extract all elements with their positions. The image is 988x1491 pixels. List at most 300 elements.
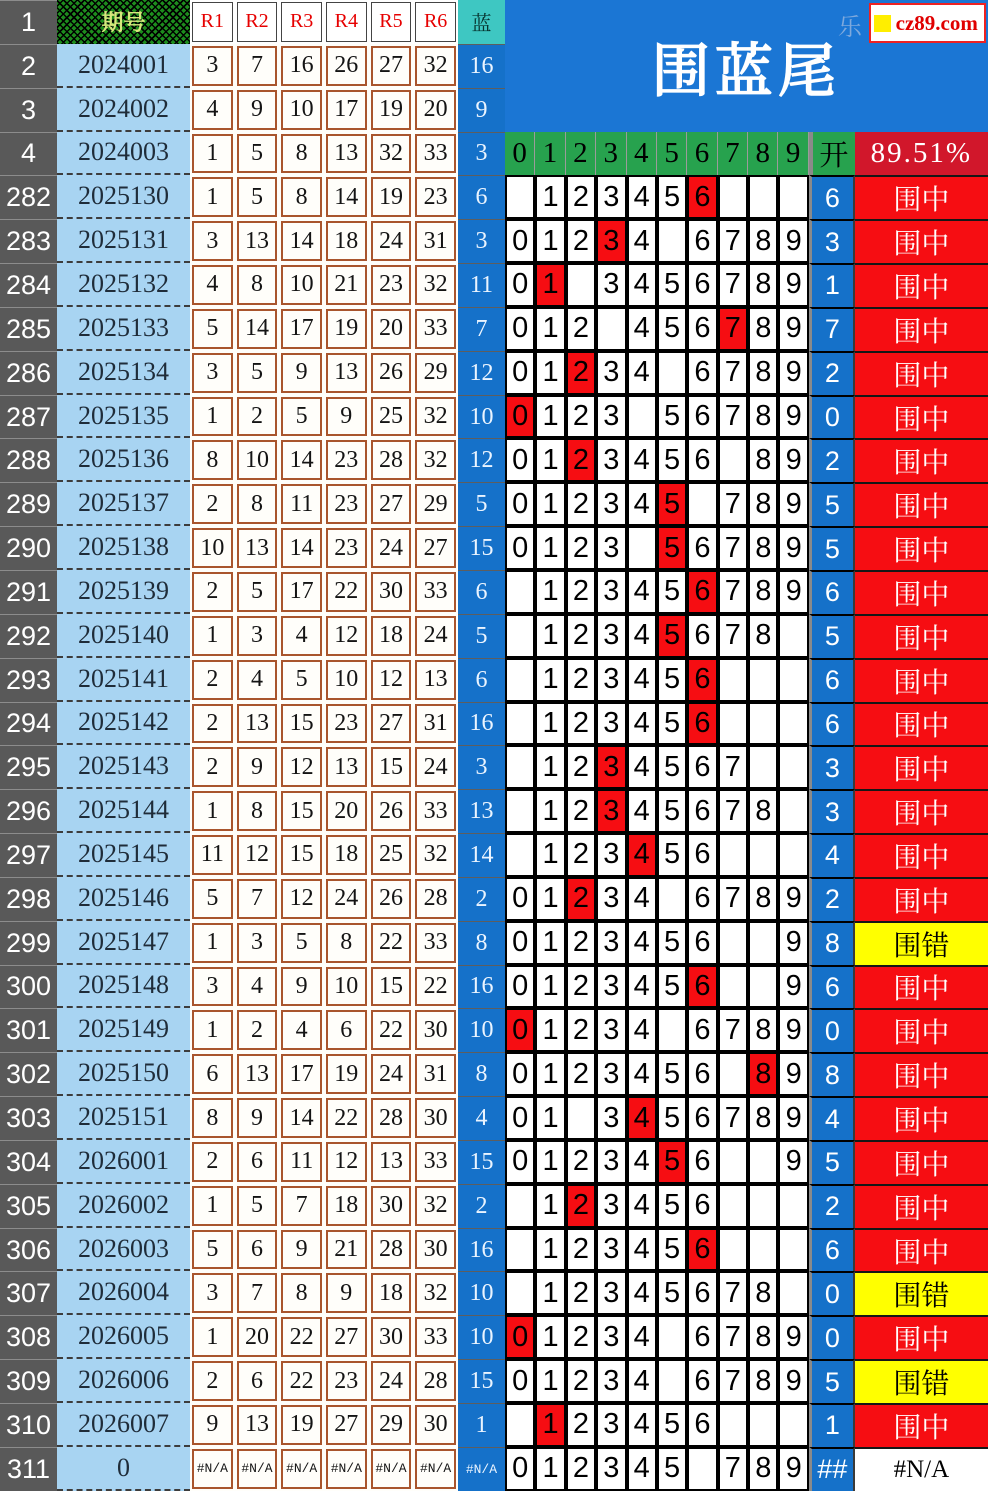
red-ball-cell: 10 [235, 438, 280, 482]
red-ball-cell: 7 [235, 44, 280, 88]
digit-cell: 8 [748, 1359, 778, 1403]
digit-cell: 7 [718, 570, 748, 614]
digit-cell: 1 [535, 1140, 565, 1184]
red-ball-cell: 26 [369, 789, 414, 833]
blue-column-header: 蓝 [458, 0, 505, 44]
blue-ball-cell: 6 [458, 570, 505, 614]
red-ball-cell: 1 [190, 921, 235, 965]
red-ball-cell: 18 [324, 219, 369, 263]
lottery-banner [505, 0, 988, 132]
digit-cell: 6 [687, 1052, 717, 1096]
digit-cell: 4 [627, 1315, 657, 1359]
red-ball-cell: 27 [369, 44, 414, 88]
red-ball-cell: 26 [324, 44, 369, 88]
blue-ball-cell: 15 [458, 1359, 505, 1403]
digit-cell-blank [505, 175, 535, 219]
digit-cell: 9 [778, 1008, 808, 1052]
red-ball-cell: 5 [279, 921, 324, 965]
red-ball-cell: 10 [190, 526, 235, 570]
digit-cell: 0 [505, 526, 535, 570]
digit-cell-blank [505, 833, 535, 877]
digit-cell: 3 [596, 702, 626, 746]
blue-ball-cell: 1 [458, 1403, 505, 1447]
digit-cell: 2 [566, 789, 596, 833]
digit-cell: 6 [687, 526, 717, 570]
digit-cell-hit: 5 [657, 526, 687, 570]
digit-cell: 0 [505, 877, 535, 921]
red-ball-cell: 23 [324, 482, 369, 526]
red-ball-cell: 31 [413, 702, 458, 746]
digit-cell: 9 [778, 307, 808, 351]
blue-ball-cell: 12 [458, 438, 505, 482]
tail-digit-cell: 7 [809, 307, 855, 351]
digit-cell: 2 [566, 219, 596, 263]
red-ball-cell: 33 [413, 921, 458, 965]
open-column-header: 开 [809, 132, 855, 176]
tail-digit-cell: 8 [809, 1052, 855, 1096]
red-ball-cell: 6 [324, 1008, 369, 1052]
result-cell: 围中 [855, 1140, 988, 1184]
digit-cell: 8 [748, 438, 778, 482]
digit-cell-blank [778, 702, 808, 746]
red-ball-cell: 1 [190, 132, 235, 176]
row-number-cell: 294 [0, 702, 57, 746]
digit-cell: 1 [535, 1052, 565, 1096]
digit-cell: 7 [718, 263, 748, 307]
red-ball-cell: 20 [324, 789, 369, 833]
digit-cell: 5 [657, 1184, 687, 1228]
red-ball-cell: 20 [235, 1315, 280, 1359]
red-ball-cell: 32 [369, 132, 414, 176]
digit-cell: 4 [627, 789, 657, 833]
digit-cell: 8 [748, 1315, 778, 1359]
tail-digit-cell: 2 [809, 877, 855, 921]
red-ball-cell: 9 [190, 1403, 235, 1447]
period-cell: 2025147 [57, 921, 190, 965]
red-ball-cell: 7 [235, 877, 280, 921]
digit-cell: 5 [657, 570, 687, 614]
tail-digit-cell: 8 [809, 921, 855, 965]
red-ball-cell: 2 [190, 745, 235, 789]
digit-cell: 2 [566, 833, 596, 877]
blue-ball-cell: 10 [458, 1315, 505, 1359]
result-cell: 围中 [855, 1315, 988, 1359]
digit-cell: 4 [627, 702, 657, 746]
digit-cell-blank [748, 1228, 778, 1272]
digit-cell: 1 [535, 570, 565, 614]
digit-cell-hit: 0 [505, 1008, 535, 1052]
digit-cell: 5 [657, 438, 687, 482]
red-ball-cell: 31 [413, 1052, 458, 1096]
digit-cell: 4 [627, 1447, 657, 1491]
result-cell: 围中 [855, 438, 988, 482]
digit-cell-hit: 2 [566, 438, 596, 482]
digit-cell: 2 [566, 1447, 596, 1491]
digit-cell-hit: 1 [535, 263, 565, 307]
red-ball-cell: 2 [190, 658, 235, 702]
digit-cell-hit: 1 [535, 1403, 565, 1447]
red-ball-cell: 5 [235, 570, 280, 614]
red-ball-cell: 9 [324, 1271, 369, 1315]
digit-cell: 2 [566, 921, 596, 965]
digit-cell: 9 [778, 1096, 808, 1140]
tail-digit-cell: 1 [809, 263, 855, 307]
digit-cell-blank [748, 833, 778, 877]
blue-ball-cell: 16 [458, 702, 505, 746]
digit-cell: 9 [778, 965, 808, 1009]
red-ball-cell: 8 [190, 438, 235, 482]
digit-cell: 6 [687, 1096, 717, 1140]
red-ball-cell: 11 [279, 482, 324, 526]
digit-cell-hit: 6 [687, 965, 717, 1009]
tail-digit-cell: 3 [809, 745, 855, 789]
red-ball-cell: 13 [235, 526, 280, 570]
blue-ball-cell: 3 [458, 219, 505, 263]
red-ball-cell: 5 [190, 1228, 235, 1272]
result-cell: 围中 [855, 1096, 988, 1140]
digit-cell-blank [657, 351, 687, 395]
period-cell: 2025132 [57, 263, 190, 307]
digit-cell-blank [627, 395, 657, 439]
digit-cell: 1 [535, 351, 565, 395]
digit-cell: 0 [505, 351, 535, 395]
digit-cell: 7 [718, 219, 748, 263]
digit-cell: 5 [657, 833, 687, 877]
red-ball-cell: 29 [413, 482, 458, 526]
digit-cell-blank [718, 1184, 748, 1228]
red-ball-cell: 13 [235, 1403, 280, 1447]
red-ball-cell: 28 [413, 877, 458, 921]
logo-square-icon [874, 15, 891, 32]
red-ball-cell: 24 [369, 1052, 414, 1096]
digit-cell: 1 [535, 833, 565, 877]
red-ball-cell: 12 [324, 1140, 369, 1184]
red-ball-cell: 33 [413, 132, 458, 176]
digit-cell: 0 [505, 307, 535, 351]
digit-cell: 6 [687, 1315, 717, 1359]
red-ball-cell: 19 [324, 1052, 369, 1096]
logo-prefix-glyph: 乐 [837, 14, 862, 41]
red-ball-cell: 27 [324, 1403, 369, 1447]
digit-cell: 1 [535, 1008, 565, 1052]
row-number-cell: 295 [0, 745, 57, 789]
red-ball-cell: 9 [279, 965, 324, 1009]
red-ball-cell: 18 [369, 1271, 414, 1315]
digit-cell: 3 [596, 526, 626, 570]
row-number-cell: 302 [0, 1052, 57, 1096]
red-ball-cell: 23 [413, 175, 458, 219]
red-ball-cell: 17 [279, 570, 324, 614]
digit-cell: 9 [778, 1315, 808, 1359]
digit-cell: 5 [657, 175, 687, 219]
result-cell: 围中 [855, 1184, 988, 1228]
result-cell: 围中 [855, 745, 988, 789]
blue-ball-cell: 5 [458, 614, 505, 658]
site-logo[interactable] [869, 3, 986, 43]
row-number-cell: 287 [0, 395, 57, 439]
digit-cell: 4 [627, 263, 657, 307]
result-cell: 围中 [855, 570, 988, 614]
red-ball-cell: 27 [324, 1315, 369, 1359]
digit-cell-hit: 6 [687, 175, 717, 219]
digit-cell: 8 [748, 1008, 778, 1052]
digit-cell: 6 [687, 1008, 717, 1052]
digit-cell: 5 [657, 965, 687, 1009]
red-ball-cell: 29 [413, 351, 458, 395]
digit-cell: 3 [596, 482, 626, 526]
digit-cell-blank [718, 1052, 748, 1096]
digit-cell: 4 [627, 1359, 657, 1403]
tail-digit-cell: 4 [809, 1096, 855, 1140]
digit-cell: 5 [657, 658, 687, 702]
digit-cell: 1 [535, 702, 565, 746]
digit-cell-blank [505, 1184, 535, 1228]
result-cell: 围错 [855, 1271, 988, 1315]
red-ball-cell: 24 [369, 526, 414, 570]
red-ball-cell: 26 [369, 877, 414, 921]
result-cell: 围中 [855, 1228, 988, 1272]
red-ball-cell: 19 [324, 307, 369, 351]
result-cell: 围中 [855, 833, 988, 877]
banner-title: 围蓝尾 [651, 38, 841, 104]
red-ball-cell: 13 [235, 1052, 280, 1096]
red-ball-cell: 13 [324, 351, 369, 395]
digit-cell: 5 [657, 1403, 687, 1447]
digit-cell-blank [718, 1140, 748, 1184]
row-number-cell: 300 [0, 965, 57, 1009]
blue-ball-cell: 3 [458, 745, 505, 789]
digit-cell: 9 [778, 263, 808, 307]
digit-cell-blank [657, 1008, 687, 1052]
red-ball-cell: 4 [190, 263, 235, 307]
digit-cell-hit: 4 [627, 833, 657, 877]
digit-cell: 8 [748, 570, 778, 614]
red-ball-cell: 3 [235, 614, 280, 658]
digit-cell: 3 [596, 1359, 626, 1403]
digit-cell-blank [778, 789, 808, 833]
digit-cell: 9 [778, 570, 808, 614]
digit-cell: 5 [657, 1228, 687, 1272]
green-digit-cell-1: 1 [535, 132, 565, 176]
digit-cell: 2 [566, 1008, 596, 1052]
digit-cell-hit: 2 [566, 877, 596, 921]
digit-cell: 1 [535, 482, 565, 526]
digit-cell: 2 [566, 1359, 596, 1403]
tail-digit-cell: 6 [809, 658, 855, 702]
digit-cell-blank [505, 1228, 535, 1272]
blue-ball-cell: 4 [458, 1096, 505, 1140]
red-ball-cell: 1 [190, 1184, 235, 1228]
red-ball-cell: 18 [324, 833, 369, 877]
digit-cell: 5 [657, 921, 687, 965]
red-ball-cell: 24 [324, 877, 369, 921]
red-ball-cell: 5 [190, 307, 235, 351]
digit-cell-blank [505, 1403, 535, 1447]
tail-digit-cell: ## [809, 1447, 855, 1491]
red-ball-cell: 11 [279, 1140, 324, 1184]
red-ball-cell: 23 [324, 702, 369, 746]
red-ball-cell: 30 [413, 1228, 458, 1272]
digit-cell: 3 [596, 614, 626, 658]
red-ball-cell: 1 [190, 395, 235, 439]
digit-cell: 7 [718, 789, 748, 833]
red-ball-cell: 10 [279, 263, 324, 307]
blue-ball-cell: 10 [458, 1271, 505, 1315]
digit-cell: 5 [657, 1271, 687, 1315]
row-number-cell: 1 [0, 0, 57, 44]
digit-cell-blank [566, 1096, 596, 1140]
digit-cell: 6 [687, 263, 717, 307]
red-ball-cell: 26 [369, 351, 414, 395]
blue-ball-cell: 16 [458, 1228, 505, 1272]
red-ball-cell: 5 [235, 1184, 280, 1228]
green-digit-cell-7: 7 [718, 132, 748, 176]
row-number-cell: 311 [0, 1447, 57, 1491]
digit-cell: 8 [748, 614, 778, 658]
digit-cell-blank [748, 745, 778, 789]
digit-cell-blank [505, 702, 535, 746]
red-ball-cell: 33 [413, 570, 458, 614]
digit-cell: 2 [566, 1271, 596, 1315]
red-ball-cell: 8 [279, 132, 324, 176]
digit-cell: 7 [718, 1359, 748, 1403]
digit-cell: 0 [505, 921, 535, 965]
red-ball-cell: 5 [279, 395, 324, 439]
result-cell: 围中 [855, 789, 988, 833]
digit-cell: 2 [566, 175, 596, 219]
digit-cell-blank [718, 1228, 748, 1272]
digit-cell: 3 [596, 877, 626, 921]
digit-cell-blank [778, 1184, 808, 1228]
row-number-cell: 306 [0, 1228, 57, 1272]
period-cell: 2026007 [57, 1403, 190, 1447]
red-ball-cell: 24 [369, 219, 414, 263]
green-digit-cell-2: 2 [566, 132, 596, 176]
result-cell: 围中 [855, 658, 988, 702]
red-ball-cell: 6 [235, 1140, 280, 1184]
red-ball-cell: 13 [369, 1140, 414, 1184]
digit-cell-blank [748, 1184, 778, 1228]
digit-cell: 8 [748, 877, 778, 921]
period-cell: 2025136 [57, 438, 190, 482]
digit-cell-blank [778, 1403, 808, 1447]
digit-cell: 5 [657, 1096, 687, 1140]
period-cell: 2025146 [57, 877, 190, 921]
red-ball-cell: #N/A [413, 1447, 458, 1491]
red-ball-cell: 8 [190, 1096, 235, 1140]
digit-cell: 3 [596, 1447, 626, 1491]
blue-ball-cell: 16 [458, 965, 505, 1009]
r-column-header-4: R4 [324, 0, 369, 44]
red-ball-cell: 30 [369, 1184, 414, 1228]
digit-cell: 0 [505, 219, 535, 263]
digit-cell-hit: 0 [505, 395, 535, 439]
row-number-cell: 301 [0, 1008, 57, 1052]
digit-cell: 3 [596, 263, 626, 307]
digit-cell: 4 [627, 1271, 657, 1315]
digit-cell: 4 [627, 351, 657, 395]
r-column-header-3: R3 [279, 0, 324, 44]
digit-cell: 7 [718, 1447, 748, 1491]
tail-digit-cell: 3 [809, 789, 855, 833]
red-ball-cell: 22 [369, 1008, 414, 1052]
digit-cell-hit: 6 [687, 1228, 717, 1272]
digit-cell: 6 [687, 877, 717, 921]
row-number-cell: 303 [0, 1096, 57, 1140]
red-ball-cell: 9 [235, 88, 280, 132]
digit-cell-blank [718, 1403, 748, 1447]
row-number-cell: 288 [0, 438, 57, 482]
red-ball-cell: 10 [324, 965, 369, 1009]
digit-cell: 4 [627, 482, 657, 526]
red-ball-cell: 10 [279, 88, 324, 132]
green-digit-cell-5: 5 [657, 132, 687, 176]
digit-cell: 1 [535, 921, 565, 965]
digit-cell: 2 [566, 1228, 596, 1272]
digit-cell: 1 [535, 526, 565, 570]
green-digit-cell-0: 0 [505, 132, 535, 176]
period-cell: 2025150 [57, 1052, 190, 1096]
red-ball-cell: 11 [190, 833, 235, 877]
blue-ball-cell: 16 [458, 44, 505, 88]
row-number-cell: 297 [0, 833, 57, 877]
digit-cell-blank [505, 745, 535, 789]
tail-digit-cell: 5 [809, 1359, 855, 1403]
red-ball-cell: #N/A [324, 1447, 369, 1491]
digit-cell-blank [596, 307, 626, 351]
digit-cell-hit: 2 [566, 1184, 596, 1228]
tail-digit-cell: 2 [809, 1184, 855, 1228]
digit-cell: 8 [748, 789, 778, 833]
row-number-cell: 3 [0, 88, 57, 132]
green-digit-cell-8: 8 [748, 132, 778, 176]
red-ball-cell: #N/A [279, 1447, 324, 1491]
period-cell: 2026001 [57, 1140, 190, 1184]
red-ball-cell: 17 [279, 1052, 324, 1096]
digit-cell-blank [748, 1140, 778, 1184]
row-number-cell: 290 [0, 526, 57, 570]
period-cell: 2026003 [57, 1228, 190, 1272]
result-cell: 围中 [855, 702, 988, 746]
red-ball-cell: #N/A [235, 1447, 280, 1491]
tail-digit-cell: 3 [809, 219, 855, 263]
red-ball-cell: 7 [279, 1184, 324, 1228]
digit-cell-blank [566, 263, 596, 307]
period-cell: 2025144 [57, 789, 190, 833]
red-ball-cell: 12 [369, 658, 414, 702]
digit-cell: 3 [596, 1052, 626, 1096]
tail-digit-cell: 5 [809, 482, 855, 526]
digit-cell-hit: 3 [596, 789, 626, 833]
digit-cell: 2 [566, 570, 596, 614]
digit-cell-blank [657, 219, 687, 263]
period-cell: 2024003 [57, 132, 190, 176]
red-ball-cell: 15 [279, 702, 324, 746]
digit-cell: 5 [657, 263, 687, 307]
digit-cell: 2 [566, 965, 596, 1009]
digit-cell: 9 [778, 1359, 808, 1403]
row-number-cell: 2 [0, 44, 57, 88]
result-cell: 围中 [855, 965, 988, 1009]
red-ball-cell: 20 [413, 88, 458, 132]
red-ball-cell: 32 [413, 44, 458, 88]
digit-cell: 7 [718, 1096, 748, 1140]
digit-cell-blank [778, 745, 808, 789]
period-cell: 2025140 [57, 614, 190, 658]
digit-cell: 7 [718, 351, 748, 395]
red-ball-cell: 6 [190, 1052, 235, 1096]
result-cell: 围错 [855, 921, 988, 965]
